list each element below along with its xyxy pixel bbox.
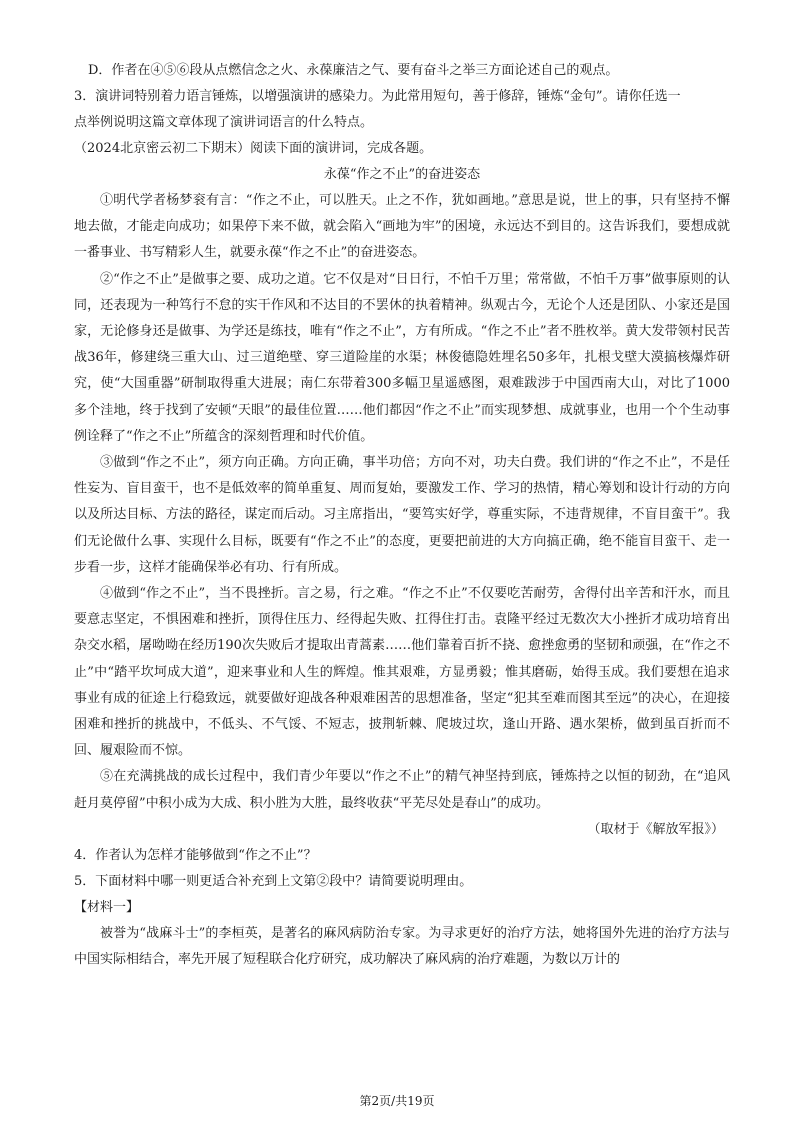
document-content [74, 58, 730, 973]
article-source: （取材于《解放军报》） [587, 821, 724, 837]
question-3-line-2: 点举例说明这篇文章体现了演讲词语言的什么特点。 [74, 115, 374, 130]
material-1-heading: 【材料一】 [74, 899, 140, 915]
page-footer: 第2页/共19页 [359, 1094, 435, 1108]
article-paragraph-4: ④做到“作之不止”，当不畏挫折。言之易，行之难。“作之不止”不仅要吃苦耐劳，舍得付出辛苦和汗水，而且要意志坚定，不惧困难和挫折，顶得住压力、经得起失败、扛得住打击。袁隆平经过无数次大小挫折才成功培育出杂交水稻，屠呦呦在经历190次失败后才提取出青蒿素……他们靠着百折不挠、愈挫愈勇的坚韧和顽强，在“作之不止”中“踏平坎坷成大道”，迎来事业和人生的辉煌。惟其艰难，方显勇毅；惟其磨砺，始得玉成。我们要想在追求事业有成的征途上行稳致远，就要做好迎战各种艰难困苦的思想准备，坚定“犯其至难而图其至远”的决心，在迎接困难和挫折的挑战中，不低头、不气馁、不短志，披荆斩棘、爬坡过坎，逢山开路、遇水架桥，做到虽百折而不回、履艰险而不惊。 [74, 586, 730, 759]
article-title: 永葆“作之不止”的奋进姿态 [323, 167, 481, 182]
question-4: 4．作者认为怎样才能够做到“作之不止”？ [74, 847, 317, 863]
article-paragraph-5: ⑤在充满挑战的成长过程中，我们青少年要以“作之不止”的精气神坚持到底，锤炼持之以恒的韧劲，在“追风赶月莫停留”中积小成为大成、积小胜为大胜，最终收获“平芜尽处是春山”的成功。 [74, 769, 730, 811]
question-5: 5．下面材料中哪一则更适合补充到上文第②段中？请简要说明理由。 [74, 873, 473, 889]
article-paragraph-3: ③做到“作之不止”，须方向正确。方向正确，事半功倍；方向不对，功夫白费。我们讲的“作之不止”，不是任性妄为、盲目蛮干，也不是低效率的简单重复、周而复始，要激发工作、学习的热情，精心筹划和设计行动的方向以及所达目标、方法的路径，谋定而后动。习主席指出，“要笃实好学，尊重实际，不违背规律，不盲目蛮干”。我们无论做什么事、实现什么目标，既要有“作之不止”的态度，更要把前进的大方向搞正确，绝不能盲目蛮干、走一步看一步，这样才能确保举必有功、行有所成。 [74, 455, 730, 575]
option-d: D．作者在④⑤⑥段从点燃信念之火、永葆廉洁之气、要有奋斗之举三方面论述自己的观点。 [88, 63, 619, 78]
article-paragraph-1: ①明代学者杨梦衮有言：“作之不止，可以胜天。止之不作，犹如画地。”意思是说，世上的事，只有坚持不懈地去做，才能走向成功；如果停下来不做，就会陷入“画地为牢”的困境，永远达不到目的。这告诉我们，要想成就一番事业、书写精彩人生，就要永葆“作之不止”的奋进姿态。 [74, 193, 730, 261]
material-1-text: 被誉为“战麻斗士”的李桓英，是著名的麻风病防治专家。为寻求更好的治疗方法，她将国外先进的治疗方法与中国实际相结合，率先开展了短程联合化疗研究，成功解决了麻风病的治疗难题，为数以万计的 [74, 925, 730, 968]
reading-intro: （2024北京密云初二下期末）阅读下面的演讲词，完成各题。 [74, 141, 433, 156]
article-paragraph-2: ②“作之不止”是做事之要、成功之道。它不仅是对“日日行，不怕千万里；常常做，不怕千万事”做事原则的认同，还表现为一种笃行不怠的实干作风和不达目的不罢休的执着精神。纵观古今，无论个人还是团队、小家还是国家，无论修身还是做事、为学还是练技，唯有“作之不止”，方有所成。“作之不止”者不胜枚举。黄大发带领村民苦战36年，修建绕三重大山、过三道绝壁、穿三道险崖的水渠；林俊德隐姓埋名50多年，扎根戈壁大漠搞核爆炸研究，使“大国重器”研制取得重大进展；南仁东带着300多幅卫星遥感图，艰难跋涉于中国西南大山，对比了1000多个洼地，终于找到了安顿“天眼”的最佳位置……他们都因“作之不止”而实现梦想、成就事业，也用一个个生动事例诠释了“作之不止”所蕴含的深刻哲理和时代价值。 [74, 271, 730, 444]
question-3-line-1: 3．演讲词特别着力语言锤炼，以增强演讲的感染力。为此常用短句，善于修辞，锤炼“金句”。请你任选一 [74, 89, 681, 104]
